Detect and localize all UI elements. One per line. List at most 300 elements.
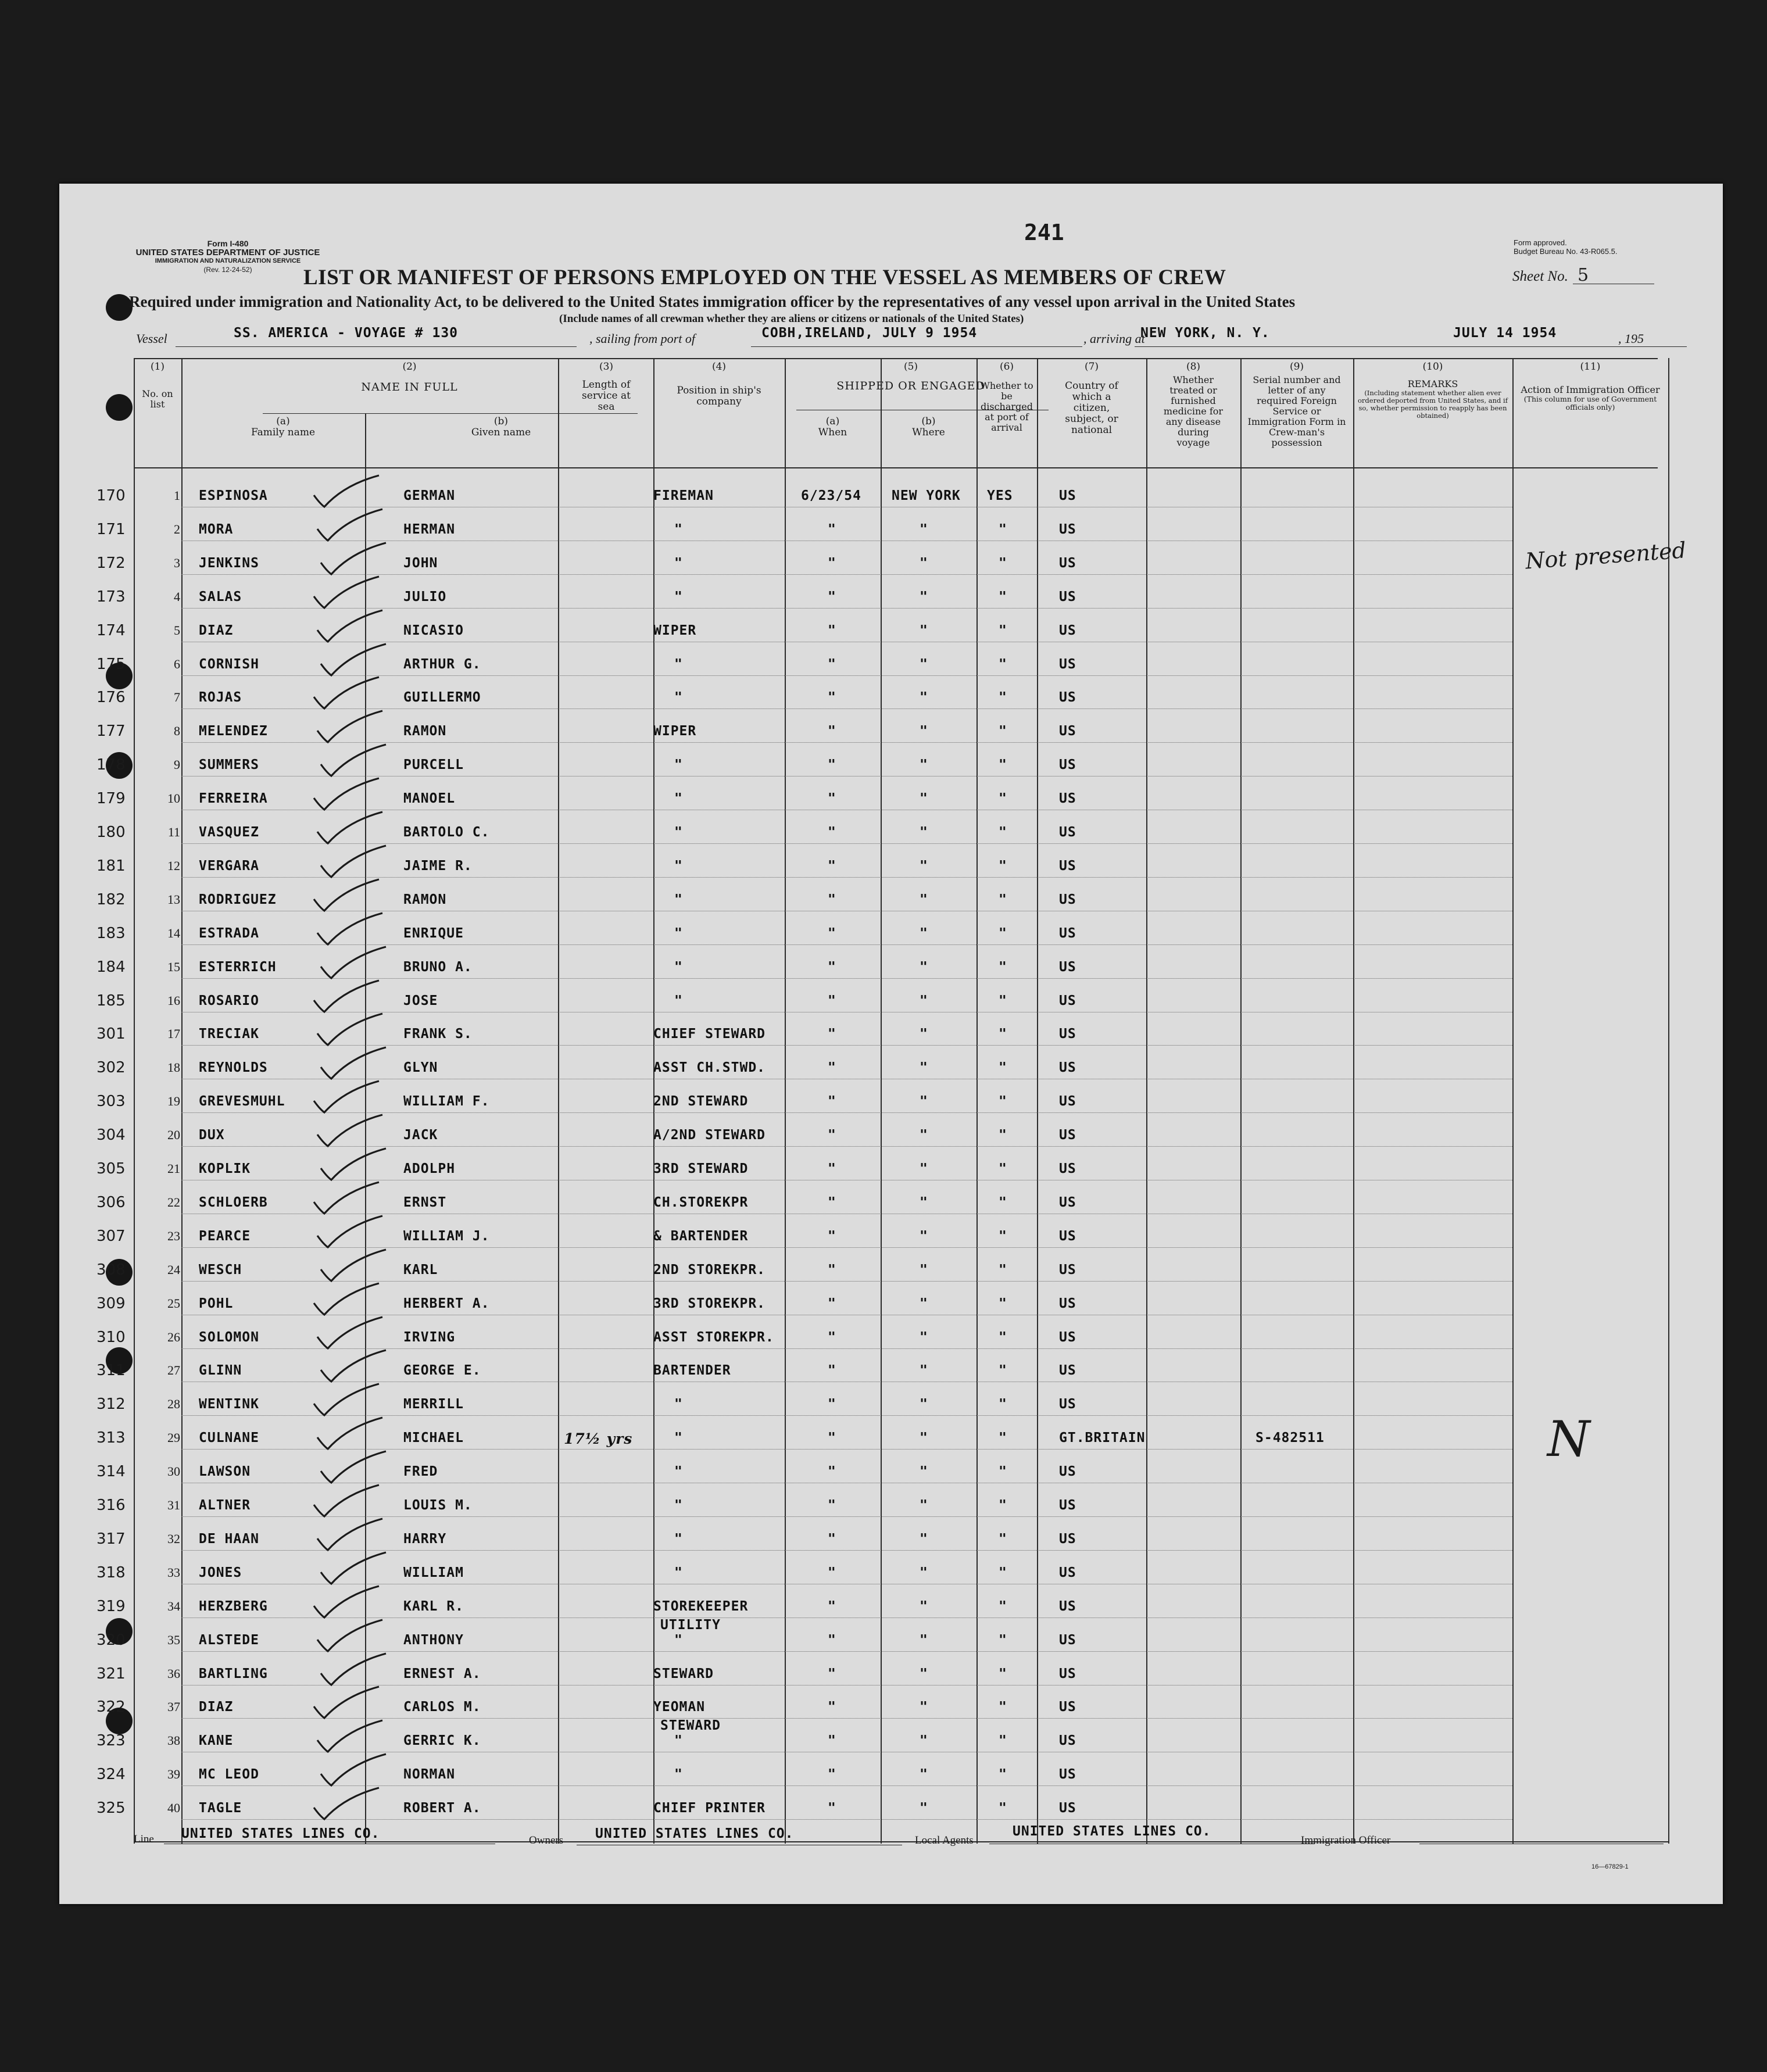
margin-number: 179 — [96, 790, 126, 808]
cell-where: " — [920, 1598, 928, 1614]
cell-country: US — [1059, 1565, 1076, 1580]
cell-given: GLYN — [403, 1060, 438, 1076]
immigration-action-note: N — [1547, 1411, 1590, 1468]
page-number: 241 — [1024, 220, 1064, 245]
cell-family: ESPINOSA — [199, 488, 268, 503]
cell-where: " — [920, 1430, 928, 1446]
cell-no: 28 — [167, 1397, 180, 1412]
cell-given: BARTOLO C. — [403, 825, 490, 840]
cell-no: 31 — [167, 1498, 180, 1512]
cell-given: JOHN — [403, 555, 438, 571]
cell-given: HERBERT A. — [403, 1296, 490, 1311]
col-serial-number: (9) — [1289, 361, 1304, 373]
cell-given: IRVING — [403, 1329, 456, 1345]
arriving-label: , arriving at — [1083, 331, 1145, 346]
cell-country: GT.BRITAIN — [1059, 1430, 1146, 1446]
agents-value: UNITED STATES LINES CO. — [1013, 1824, 1211, 1839]
agents-label: Local Agents — [915, 1834, 974, 1846]
cell-given: ADOLPH — [403, 1161, 456, 1176]
cell-country: US — [1059, 1228, 1076, 1244]
col-country-label: Country of which a citizen, subject, or national — [1065, 380, 1118, 436]
cell-position: ASST CH.STWD. — [653, 1060, 766, 1076]
cell-country: US — [1059, 1329, 1076, 1345]
cell-given: ERNST — [403, 1194, 447, 1210]
cell-where: " — [920, 1801, 928, 1816]
col-serial-label: Serial number and letter of any required Foreign Service or Immigration Form in Crew-man's possession — [1247, 374, 1346, 448]
cell-family: BARTLING — [199, 1666, 268, 1681]
cell-where: " — [920, 1329, 928, 1345]
cell-family: KOPLIK — [199, 1161, 251, 1176]
cell-given: LOUIS M. — [403, 1498, 473, 1513]
cell-family: FERREIRA — [199, 791, 268, 807]
cell-where: " — [920, 892, 928, 907]
cell-country: US — [1059, 1531, 1076, 1547]
cell-discharged: " — [999, 993, 1007, 1008]
cell-where: " — [920, 1094, 928, 1110]
cell-where: " — [920, 1228, 928, 1244]
cell-where: " — [920, 724, 928, 739]
manifest-title: LIST OR MANIFEST OF PERSONS EMPLOYED ON THE VESSEL AS MEMBERS OF CREW — [303, 266, 1226, 289]
cell-family: WESCH — [199, 1262, 242, 1277]
vessel-label: Vessel — [136, 331, 167, 346]
cell-given: GEORGE E. — [403, 1363, 481, 1379]
cell-no: 1 — [174, 488, 180, 503]
cell-where: " — [920, 1296, 928, 1311]
cell-where: " — [920, 521, 928, 537]
cell-no: 16 — [167, 993, 180, 1008]
margin-number: 173 — [96, 588, 126, 606]
cell-family: PEARCE — [199, 1228, 251, 1244]
service: IMMIGRATION AND NATURALIZATION SERVICE — [155, 257, 301, 264]
cell-no: 37 — [167, 1699, 180, 1715]
cell-where: " — [920, 1733, 928, 1749]
margin-number: 311 — [96, 1362, 126, 1380]
cell-country: US — [1059, 825, 1076, 840]
cell-discharged: " — [999, 1194, 1007, 1210]
cell-no: 14 — [167, 925, 180, 940]
cell-given: ROBERT A. — [403, 1801, 481, 1816]
cell-where: " — [920, 690, 928, 706]
cell-when: " — [828, 521, 836, 537]
cell-no: 7 — [174, 690, 180, 705]
col-medicine-number: (8) — [1186, 361, 1201, 373]
cell-discharged: " — [999, 1329, 1007, 1345]
cell-discharged: " — [999, 1128, 1007, 1143]
cell-given: PURCELL — [403, 757, 464, 773]
cell-when: " — [828, 1498, 836, 1513]
cell-family: LAWSON — [199, 1464, 251, 1480]
cell-where: " — [920, 1262, 928, 1277]
manifest-sheet — [59, 184, 1723, 1904]
cell-position: 3RD STEWARD — [653, 1161, 749, 1176]
column-divider — [1037, 358, 1038, 1844]
cell-no: 9 — [174, 757, 180, 772]
cell-where: " — [920, 993, 928, 1008]
cell-country: US — [1059, 858, 1076, 874]
cell-country: US — [1059, 555, 1076, 571]
col-position-number: (4) — [711, 361, 727, 373]
cell-country: US — [1059, 1060, 1076, 1076]
cell-given: GERRIC K. — [403, 1733, 481, 1749]
cell-given: GUILLERMO — [403, 690, 481, 706]
cell-given: ANTHONY — [403, 1632, 464, 1648]
margin-number: 316 — [96, 1497, 126, 1514]
cell-when: " — [828, 1801, 836, 1816]
cell-family: GLINN — [199, 1363, 242, 1379]
cell-when: " — [828, 1161, 836, 1176]
col-shipped-label: SHIPPED OR ENGAGED — [836, 380, 985, 392]
cell-country: US — [1059, 521, 1076, 537]
cell-where: " — [920, 1632, 928, 1648]
cell-discharged: " — [999, 1430, 1007, 1446]
cell-country: US — [1059, 589, 1076, 604]
cell-position: WIPER — [653, 622, 697, 638]
cell-given: MANOEL — [403, 791, 456, 807]
cell-family: DUX — [199, 1128, 225, 1143]
margin-number: 305 — [96, 1160, 126, 1178]
margin-number: 180 — [96, 824, 126, 841]
cell-country: US — [1059, 1194, 1076, 1210]
sailing-label: , sailing from port of — [589, 331, 695, 346]
cell-given: FRED — [403, 1464, 438, 1480]
cell-when: " — [828, 1094, 836, 1110]
cell-no: 38 — [167, 1733, 180, 1748]
cell-country: US — [1059, 1598, 1076, 1614]
cell-when: " — [828, 791, 836, 807]
cell-position: BARTENDER — [653, 1363, 731, 1379]
cell-where: " — [920, 1194, 928, 1210]
arrival-port: NEW YORK, N. Y. — [1140, 325, 1270, 341]
margin-number: 185 — [96, 992, 126, 1010]
cell-discharged: " — [999, 757, 1007, 773]
cell-given: KARL R. — [403, 1598, 464, 1614]
column-divider — [134, 358, 135, 1844]
cell-country: US — [1059, 622, 1076, 638]
cell-when: " — [828, 825, 836, 840]
cell-discharged: " — [999, 1498, 1007, 1513]
cell-family: ALTNER — [199, 1498, 251, 1513]
cell-position: " — [674, 555, 683, 571]
immigration-action-note: Not presented — [1524, 537, 1687, 574]
cell-family: TRECIAK — [199, 1026, 259, 1042]
col-position-label: Position in ship's company — [677, 385, 761, 407]
cell-given: RAMON — [403, 892, 447, 907]
column-divider — [558, 358, 559, 1844]
cell-country: US — [1059, 959, 1076, 975]
cell-where: " — [920, 656, 928, 672]
cell-where: " — [920, 1464, 928, 1480]
cell-given: WILLIAM F. — [403, 1094, 490, 1110]
cell-discharged: " — [999, 1801, 1007, 1816]
cell-when: " — [828, 892, 836, 907]
cell-discharged: " — [999, 1161, 1007, 1176]
col-service-label: Length of service at sea — [582, 379, 631, 413]
col-remarks-note: (Including statement whether alien ever ordered deported from United States, and if so, whether permission to reapply has been obtained) — [1358, 389, 1508, 420]
col-remarks-label: REMARKS — [1407, 378, 1458, 389]
cell-family: GREVESMUHL — [199, 1094, 285, 1110]
cell-when: " — [828, 1430, 836, 1446]
column-divider — [881, 358, 882, 1844]
column-divider — [1512, 358, 1514, 1844]
cell-no: 18 — [167, 1060, 180, 1075]
cell-no: 23 — [167, 1228, 180, 1243]
cell-no: 36 — [167, 1666, 180, 1681]
cell-family: POHL — [199, 1296, 234, 1311]
cell-country: US — [1059, 791, 1076, 807]
cell-given: ERNEST A. — [403, 1666, 481, 1681]
cell-no: 15 — [167, 959, 180, 974]
vessel-name: SS. AMERICA - VOYAGE # 130 — [234, 325, 459, 341]
margin-number: 323 — [96, 1732, 126, 1750]
cell-country: US — [1059, 1699, 1076, 1715]
cell-position: STEWARD — [653, 1666, 714, 1681]
cell-given: JULIO — [403, 589, 447, 604]
cell-position: " — [674, 925, 683, 941]
cell-family: ROSARIO — [199, 993, 259, 1008]
col-family-header: (a) Family name — [251, 416, 316, 438]
cell-discharged: " — [999, 1767, 1007, 1783]
cell-where: " — [920, 1565, 928, 1580]
column-divider — [1240, 358, 1242, 1844]
cell-family: MELENDEZ — [199, 724, 268, 739]
sailing-port: COBH,IRELAND, JULY 9 1954 — [761, 325, 978, 341]
col-country-number: (7) — [1084, 361, 1099, 373]
cell-no: 22 — [167, 1194, 180, 1209]
margin-number: 303 — [96, 1093, 126, 1111]
cell-no: 25 — [167, 1296, 180, 1311]
cell-position: " — [674, 521, 683, 537]
cell-discharged: " — [999, 1060, 1007, 1076]
cell-where: " — [920, 1498, 928, 1513]
margin-number: 307 — [96, 1227, 126, 1245]
cell-given: WILLIAM J. — [403, 1228, 490, 1244]
cell-position: " — [674, 656, 683, 672]
col-discharge-number: (6) — [999, 361, 1014, 373]
cell-no: 3 — [174, 555, 180, 570]
column-divider — [1353, 358, 1354, 1844]
cell-position: & BARTENDER — [653, 1228, 749, 1244]
cell-when: " — [828, 1296, 836, 1311]
col-action-number: (11) — [1580, 361, 1601, 373]
margin-number: 176 — [96, 689, 126, 707]
cell-family: ESTERRICH — [199, 959, 277, 975]
cell-country: US — [1059, 1733, 1076, 1749]
cell-family: ROJAS — [199, 690, 242, 706]
cell-no: 21 — [167, 1161, 180, 1176]
cell-when: " — [828, 858, 836, 874]
cell-country: US — [1059, 656, 1076, 672]
cell-given: GERMAN — [403, 488, 456, 503]
cell-discharged: " — [999, 858, 1007, 874]
cell-when: " — [828, 622, 836, 638]
margin-number: 174 — [96, 621, 126, 639]
cell-discharged: " — [999, 1363, 1007, 1379]
cell-discharged: " — [999, 1598, 1007, 1614]
cell-position: " — [674, 993, 683, 1008]
officer-label: Immigration Officer — [1301, 1834, 1391, 1846]
cell-no: 35 — [167, 1632, 180, 1647]
cell-position: " — [674, 1767, 683, 1783]
cell-discharged: " — [999, 1666, 1007, 1681]
cell-discharged: " — [999, 555, 1007, 571]
cell-family: DIAZ — [199, 1699, 234, 1715]
cell-country: US — [1059, 892, 1076, 907]
cell-no: 6 — [174, 656, 180, 671]
margin-number: 183 — [96, 924, 126, 942]
cell-position: FIREMAN — [653, 488, 714, 503]
cell-position: " — [674, 1632, 683, 1648]
cell-country: US — [1059, 1262, 1076, 1277]
margin-number: 314 — [96, 1463, 126, 1481]
cell-given: NICASIO — [403, 622, 464, 638]
cell-when: " — [828, 925, 836, 941]
cell-no: 24 — [167, 1262, 180, 1277]
cell-country: US — [1059, 724, 1076, 739]
cell-position: " — [674, 1464, 683, 1480]
cell-position: WIPER — [653, 724, 697, 739]
cell-when: " — [828, 1128, 836, 1143]
col-no-label: No. on list — [142, 388, 173, 410]
margin-number: 304 — [96, 1126, 126, 1144]
cell-when: " — [828, 993, 836, 1008]
cell-country: US — [1059, 993, 1076, 1008]
cell-position: " — [674, 690, 683, 706]
cell-given: HERMAN — [403, 521, 456, 537]
cell-where: " — [920, 1026, 928, 1042]
cell-given: NORMAN — [403, 1767, 456, 1783]
cell-when: " — [828, 589, 836, 604]
cell-discharged: " — [999, 1565, 1007, 1580]
cell-country: US — [1059, 1666, 1076, 1681]
cell-discharged: " — [999, 892, 1007, 907]
col-action-label: Action of Immigration Officer — [1521, 384, 1660, 395]
cell-given: ENRIQUE — [403, 925, 464, 941]
cell-country: US — [1059, 690, 1076, 706]
cell-when: " — [828, 1363, 836, 1379]
cell-discharged: " — [999, 791, 1007, 807]
cell-discharged: " — [999, 959, 1007, 975]
cell-discharged: " — [999, 825, 1007, 840]
cell-country: US — [1059, 1363, 1076, 1379]
margin-number: 181 — [96, 857, 126, 875]
cell-discharged: " — [999, 656, 1007, 672]
margin-number: 320 — [96, 1631, 126, 1649]
margin-number: 322 — [96, 1698, 126, 1716]
cell-when: " — [828, 1699, 836, 1715]
cell-when: " — [828, 1262, 836, 1277]
cell-family: MC LEOD — [199, 1767, 259, 1783]
col-discharge-label: Whether to be discharged at port of arrival — [980, 380, 1033, 433]
cell-given: KARL — [403, 1262, 438, 1277]
cell-no: 11 — [167, 825, 180, 839]
cell-family: MORA — [199, 521, 234, 537]
cell-position: STOREKEEPER — [653, 1598, 749, 1614]
arrival-date: JULY 14 1954 — [1453, 325, 1557, 341]
col-shipped-number: (5) — [903, 361, 918, 373]
column-divider — [1146, 358, 1147, 1844]
cell-no: 32 — [167, 1531, 180, 1546]
cell-when: " — [828, 1329, 836, 1345]
cell-discharged: " — [999, 1632, 1007, 1648]
department: UNITED STATES DEPARTMENT OF JUSTICE — [135, 248, 320, 257]
cell-where: " — [920, 555, 928, 571]
cell-position: YEOMAN — [653, 1699, 706, 1715]
cell-family: ALSTEDE — [199, 1632, 259, 1648]
margin-number: 178 — [96, 756, 126, 774]
cell-no: 4 — [174, 589, 180, 604]
cell-given: ARTHUR G. — [403, 656, 481, 672]
margin-number: 301 — [96, 1025, 126, 1043]
cell-where: " — [920, 825, 928, 840]
cell-no: 5 — [174, 622, 180, 638]
margin-number: 318 — [96, 1563, 126, 1581]
cell-discharged: " — [999, 1296, 1007, 1311]
cell-given: RAMON — [403, 724, 447, 739]
cell-serial: S-482511 — [1256, 1430, 1325, 1446]
cell-position: " — [674, 959, 683, 975]
revision: (Rev. 12-24-52) — [203, 266, 252, 274]
cell-position: " — [674, 1565, 683, 1580]
cell-discharged: " — [999, 1733, 1007, 1749]
cell-where: " — [920, 622, 928, 638]
cell-when: " — [828, 1397, 836, 1412]
cell-family: CORNISH — [199, 656, 259, 672]
cell-country: US — [1059, 1296, 1076, 1311]
cell-position: " — [674, 892, 683, 907]
cell-discharged: " — [999, 1262, 1007, 1277]
cell-discharged: " — [999, 1699, 1007, 1715]
cell-position: CHIEF STEWARD — [653, 1026, 766, 1042]
cell-country: US — [1059, 1498, 1076, 1513]
col-action-note: (This column for use of Government officials only) — [1523, 395, 1657, 411]
cell-given: MICHAEL — [403, 1430, 464, 1446]
cell-when: " — [828, 1228, 836, 1244]
cell-no: 10 — [167, 791, 180, 806]
cell-when: " — [828, 1464, 836, 1480]
cell-discharged: " — [999, 1228, 1007, 1244]
cell-family: RODRIGUEZ — [199, 892, 277, 907]
cell-position: " — [674, 1531, 683, 1547]
cell-family: REYNOLDS — [199, 1060, 268, 1076]
cell-discharged: " — [999, 1464, 1007, 1480]
cell-no: 20 — [167, 1128, 180, 1143]
cell-given: WILLIAM — [403, 1565, 464, 1580]
col-no-number: (1) — [150, 361, 165, 373]
cell-given: BRUNO A. — [403, 959, 473, 975]
cell-where: " — [920, 1060, 928, 1076]
cell-no: 12 — [167, 858, 180, 873]
column-divider — [977, 358, 978, 1844]
cell-position: " — [674, 1397, 683, 1412]
cell-where: " — [920, 1161, 928, 1176]
cell-position: " — [674, 1430, 683, 1446]
margin-number: 306 — [96, 1193, 126, 1211]
margin-number: 170 — [96, 487, 126, 504]
cell-given: JACK — [403, 1128, 438, 1143]
cell-country: US — [1059, 757, 1076, 773]
cell-when: " — [828, 1531, 836, 1547]
cell-no: 29 — [167, 1430, 180, 1445]
cell-position-upper: STEWARD — [660, 1718, 721, 1734]
col-where-header: (b) Where — [912, 416, 945, 438]
cell-position: " — [674, 1498, 683, 1513]
margin-number: 312 — [96, 1395, 126, 1413]
cell-when: " — [828, 1194, 836, 1210]
cell-where: " — [920, 858, 928, 874]
cell-family: KANE — [199, 1733, 234, 1749]
margin-number: 309 — [96, 1294, 126, 1312]
cell-country: US — [1059, 1801, 1076, 1816]
